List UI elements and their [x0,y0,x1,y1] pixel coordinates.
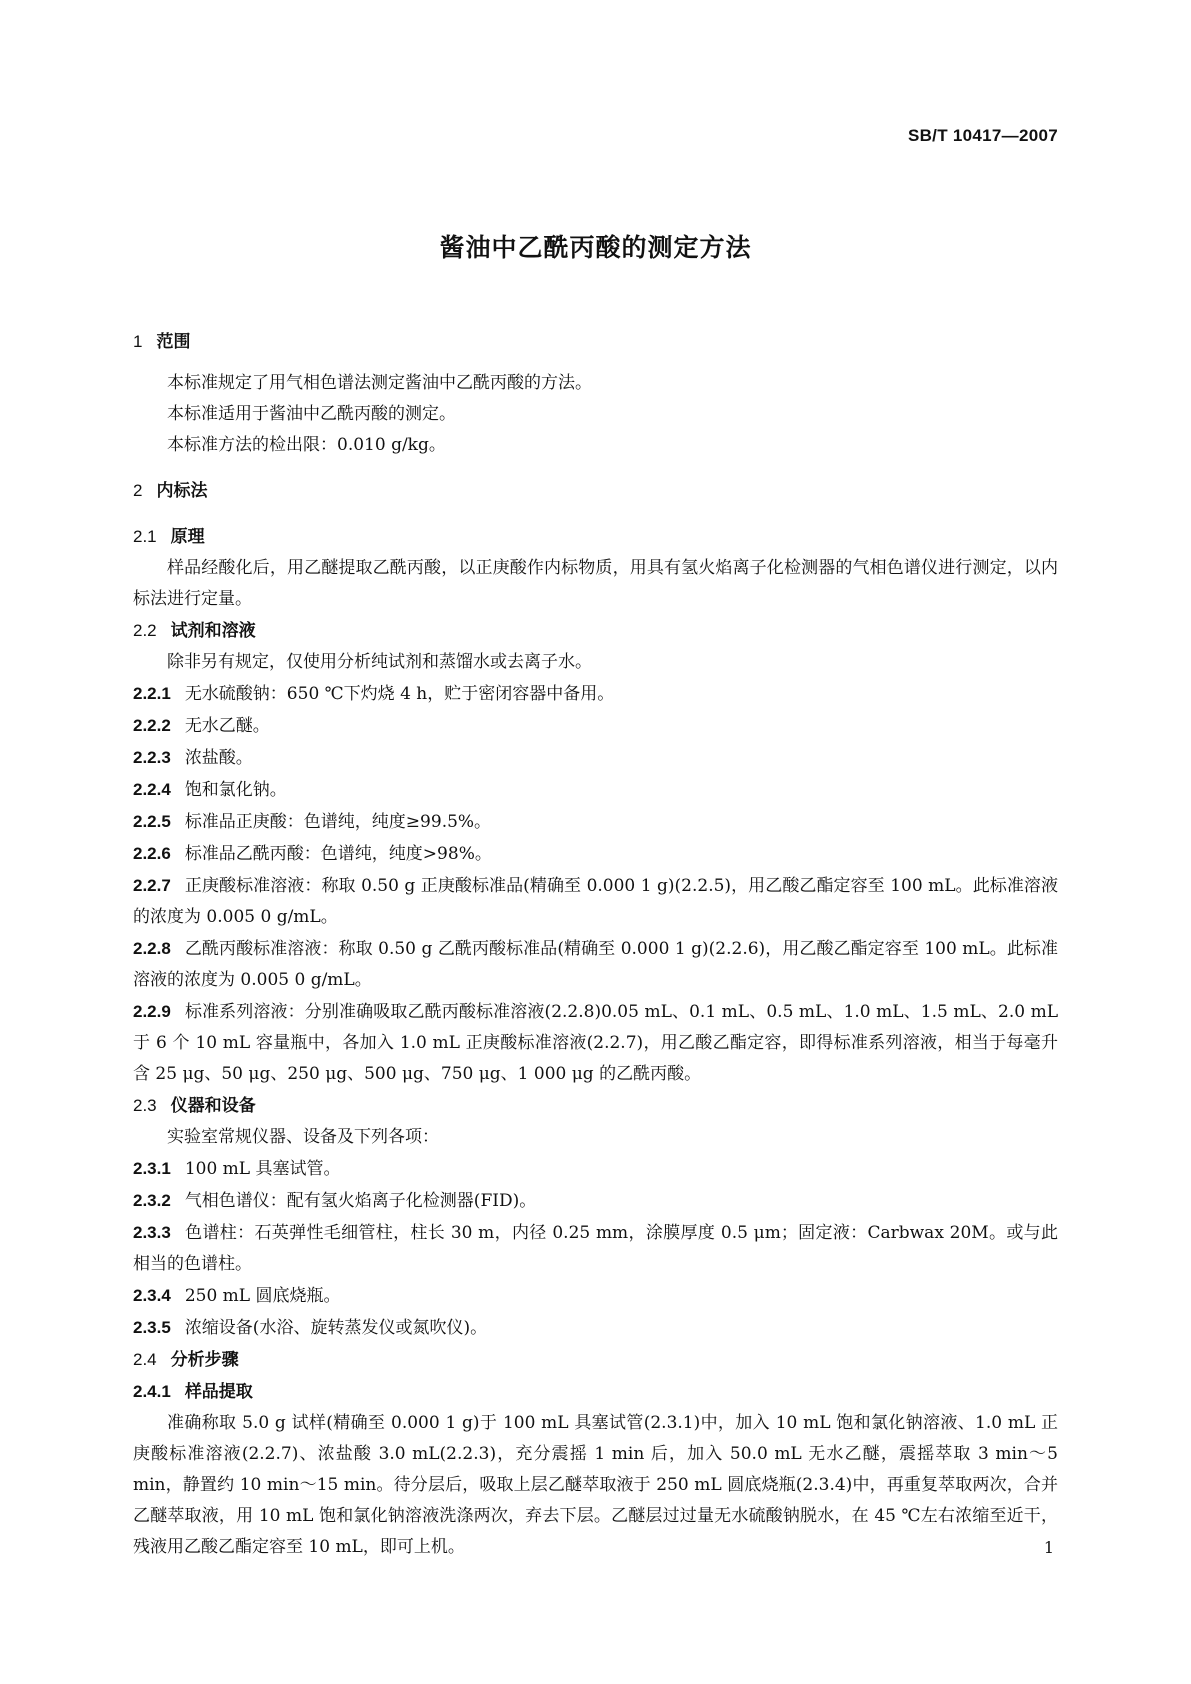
section-title: 原理 [170,527,205,547]
list-item [133,1312,1058,1344]
item-number: 2.2.5 [133,812,171,831]
list-item [133,870,1058,933]
list-item [133,774,1058,806]
item-number: 2.2.1 [133,684,171,703]
section-2-heading [133,475,1058,507]
section-2-3-heading [133,1090,1058,1122]
list-item [133,1153,1058,1185]
section-title: 仪器和设备 [170,1096,256,1116]
list-item [133,742,1058,774]
item-text: 浓盐酸。 [184,748,253,768]
paragraph: 本标准规定了用气相色谱法测定酱油中乙酰丙酸的方法。 [167,373,592,393]
paragraph: 本标准适用于酱油中乙酰丙酸的测定。 [167,404,456,424]
item-number: 2.2.4 [133,780,171,799]
item-number: 2.2.3 [133,748,171,767]
item-number: 2.3.5 [133,1318,171,1337]
list-item [133,996,1058,1090]
document-body [133,326,1058,1563]
section-title: 内标法 [156,481,208,501]
item-number: 2.2.7 [133,876,171,895]
section-number: 2.2 [133,621,157,640]
item-text: 饱和氯化钠。 [184,780,287,800]
list-item [133,1280,1058,1312]
section-number: 2.3 [133,1096,157,1115]
item-text: 标准品正庚酸：色谱纯，纯度≥99.5%。 [184,812,492,832]
page-number: 1 [1043,1538,1054,1557]
paragraph: 准确称取 5.0 g 试样(精确至 0.000 1 g)于 100 mL 具塞试管(2.3.1)中，加入 10 mL 饱和氯化钠溶液、1.0 mL 正庚酸标准溶液(2.2.7)、浓盐酸 3.0 mL(2.2.3)，充分震摇 1 min 后，加入 50.0 mL 无水乙醚，震摇萃取 3 min～5 min，静置约 10 min～15 min。待分层后，吸取上层乙醚萃取液于 250 mL 圆底烧瓶(2.3.4)中，再重复萃取两次，合并乙醚萃取液，用 10 mL 饱和氯化钠溶液洗涤两次，弃去下层。乙醚层过过量无水硫酸钠脱水，在 45 ℃左右浓缩至近干，残液用乙酸乙酯定容至 10 mL，即可上机。 [133,1413,1058,1557]
section-number: 2 [133,481,143,500]
paragraph: 样品经酸化后，用乙醚提取乙酰丙酸，以正庚酸作内标物质，用具有氢火焰离子化检测器的气相色谱仪进行测定，以内标法进行定量。 [133,558,1058,609]
item-text: 气相色谱仪：配有氢火焰离子化检测器(FID)。 [184,1191,537,1211]
item-text: 标准品乙酰丙酸：色谱纯，纯度>98%。 [184,844,492,864]
item-text: 色谱柱：石英弹性毛细管柱，柱长 30 m，内径 0.25 mm，涂膜厚度 0.5 μm；固定液：Carbwax 20M。或与此相当的色谱柱。 [133,1223,1058,1274]
standard-number: SB/T 10417—2007 [907,126,1058,145]
item-number: 2.2.8 [133,939,171,958]
list-item [133,678,1058,710]
document-title: 酱油中乙酰丙酸的测定方法 [439,233,752,262]
section-title: 范围 [156,332,191,352]
item-text: 250 mL 圆底烧瓶。 [184,1286,341,1306]
section-2-2-heading [133,615,1058,647]
item-text: 正庚酸标准溶液：称取 0.50 g 正庚酸标准品(精确至 0.000 1 g)(2.2.5)，用乙酸乙酯定容至 100 mL。此标准溶液的浓度为 0.005 0 g/mL。 [133,876,1058,927]
section-number: 1 [133,332,143,351]
section-2-4-1-heading [133,1376,1058,1408]
section-number: 2.1 [133,527,157,546]
list-item [133,710,1058,742]
paragraph: 本标准方法的检出限：0.010 g/kg。 [167,435,446,455]
section-title: 试剂和溶液 [170,621,256,641]
item-text: 乙酰丙酸标准溶液：称取 0.50 g 乙酰丙酸标准品(精确至 0.000 1 g)(2.2.6)，用乙酸乙酯定容至 100 mL。此标准溶液的浓度为 0.005 0 g/mL。 [133,939,1058,990]
item-text: 标准系列溶液：分别准确吸取乙酰丙酸标准溶液(2.2.8)0.05 mL、0.1 mL、0.5 mL、1.0 mL、1.5 mL、2.0 mL 于 6 个 10 mL 容量瓶中，各加入 1.0 mL 正庚酸标准溶液(2.2.7)，用乙酸乙酯定容，即得标准系列溶液，相当于每毫升含 25 μg、50 μg、250 μg、500 μg、750 μg、1 000 μg 的乙酰丙酸。 [133,1002,1058,1084]
item-text: 无水硫酸钠：650 ℃下灼烧 4 h，贮于密闭容器中备用。 [184,684,615,704]
list-item [133,806,1058,838]
list-item [133,1217,1058,1280]
item-text: 浓缩设备(水浴、旋转蒸发仪或氮吹仪)。 [184,1318,488,1338]
item-number: 2.3.2 [133,1191,171,1210]
section-2-4-heading [133,1344,1058,1376]
section-number: 2.4 [133,1350,157,1369]
section-1-heading [133,326,1058,358]
section-title: 样品提取 [184,1382,253,1402]
item-number: 2.2.6 [133,844,171,863]
item-text: 无水乙醚。 [184,716,270,736]
item-number: 2.3.3 [133,1223,171,1242]
item-text: 100 mL 具塞试管。 [184,1159,341,1179]
section-2-1-heading [133,521,1058,553]
paragraph: 实验室常规仪器、设备及下列各项： [167,1127,439,1147]
item-number: 2.2.9 [133,1002,171,1021]
item-number: 2.2.2 [133,716,171,735]
section-title: 分析步骤 [170,1350,239,1370]
paragraph: 除非另有规定，仅使用分析纯试剂和蒸馏水或去离子水。 [167,652,592,672]
list-item [133,1185,1058,1217]
list-item [133,838,1058,870]
item-number: 2.3.4 [133,1286,171,1305]
list-item [133,933,1058,996]
item-number: 2.3.1 [133,1159,171,1178]
section-number: 2.4.1 [133,1382,171,1401]
